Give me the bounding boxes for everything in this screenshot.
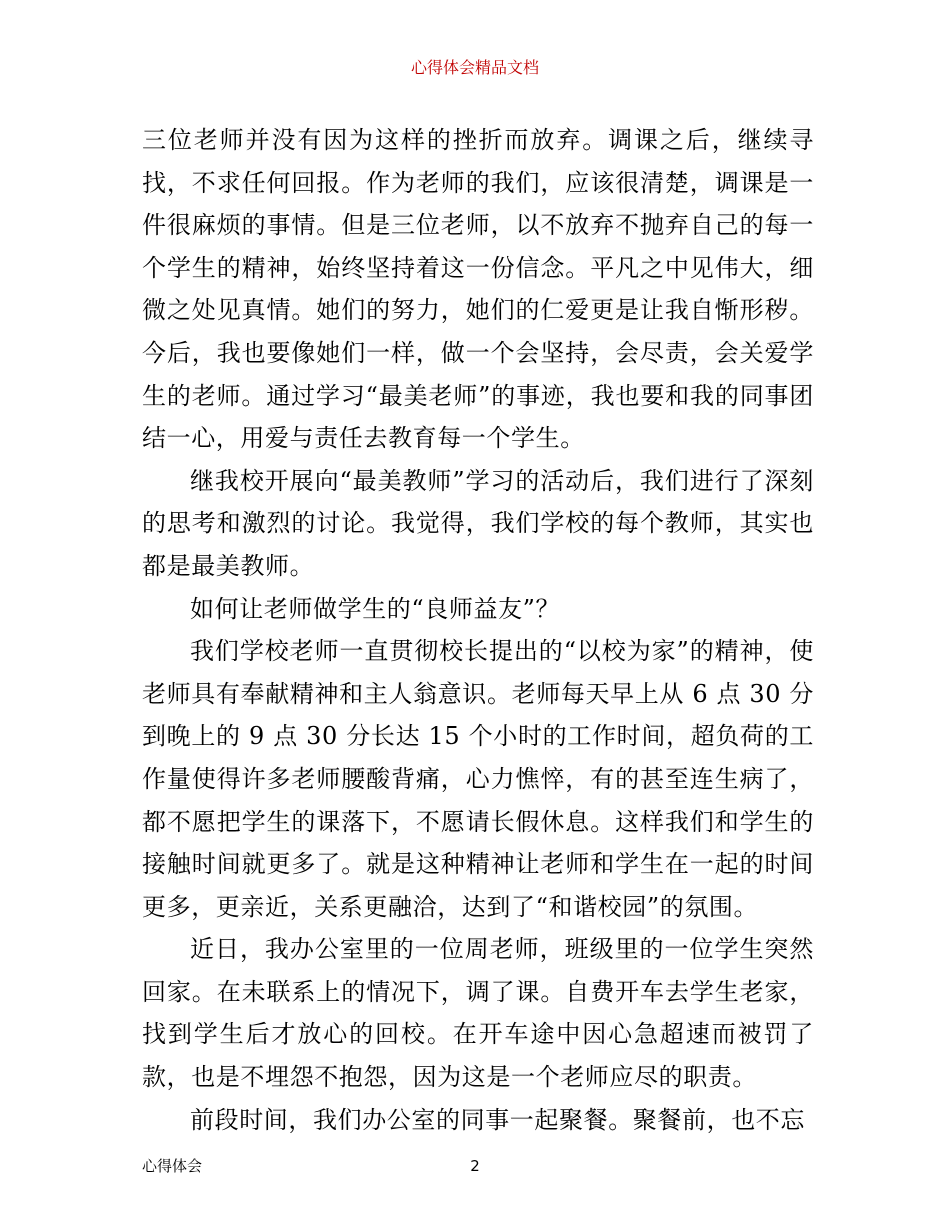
- footer-label: 心得体会: [142, 1157, 203, 1175]
- paragraph: 如何让老师做学生的“良师益友”？: [190, 594, 561, 623]
- paragraph: 近日，我办公室里的一位周老师，班级里的一位学生突然回家。在未联系上的情况下，调了课。自费开车去学生老家，找到学生后才放心的回校。在开车途中因心急超速而被罚了款，也是不埋怨不抱怨，因为这是一个老师应尽的职责。: [142, 935, 814, 1092]
- page-header: 心得体会精品文档: [410, 58, 539, 77]
- paragraph: 我们学校老师一直贯彻校长提出的“以校为家”的精神，使老师具有奉献精神和主人翁意识。老师每天早上从 6 点 30 分到晚上的 9 点 30 分长达 15 个小时的工作时间，超负荷的工作量使得许多老师腰酸背痛，心力憔悴，有的甚至连生病了，都不愿把学生的课落下，不愿请长假休息。这样我们和学生的接触时间就更多了。就是这种精神让老师和学生在一起的时间更多，更亲近，关系更融洽，达到了“和谐校园”的氛围。: [142, 637, 814, 921]
- page-number: 2: [470, 1157, 480, 1175]
- paragraph: 三位老师并没有因为这样的挫折而放弃。调课之后，继续寻找，不求任何回报。作为老师的我们，应该很清楚，调课是一件很麻烦的事情。但是三位老师，以不放弃不抛弃自己的每一个学生的精神，始终坚持着这一份信念。平凡之中见伟大，细微之处见真情。她们的努力，她们的仁爱更是让我自惭形秽。今后，我也要像她们一样，做一个会坚持，会尽责，会关爱学生的老师。通过学习“最美老师”的事迹，我也要和我的同事团结一心，用爱与责任去教育每一个学生。: [142, 126, 814, 453]
- paragraph: 继我校开展向“最美教师”学习的活动后，我们进行了深刻的思考和激烈的讨论。我觉得，我们学校的每个教师，其实也都是最美教师。: [142, 466, 814, 580]
- document-body: [142, 119, 814, 1141]
- paragraph: 前段时间，我们办公室的同事一起聚餐。聚餐前，也不忘: [190, 1105, 805, 1134]
